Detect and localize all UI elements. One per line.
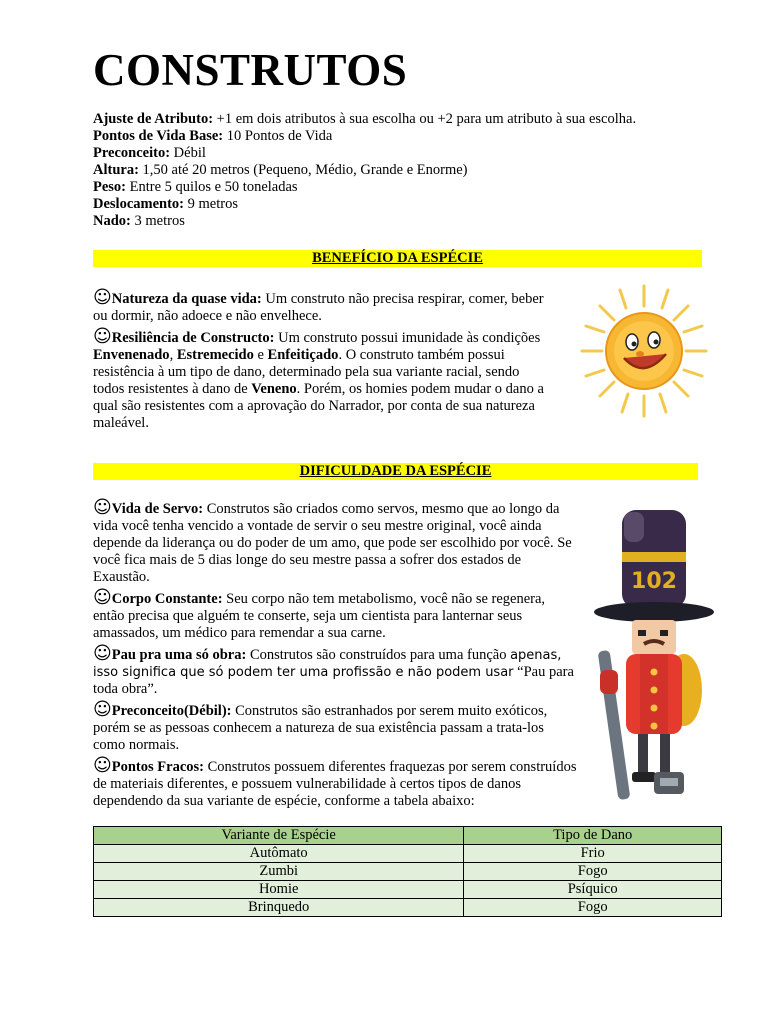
difficulty-item: ☺Vida de Servo: Construtos são criados como servos, mesmo que ao longo da vida você tenha vencido a vontade de servir o seu mestre original, você ainda depende da liderança ou do poder de um amo, que pode ser escolhido por você. Se você fica mais de 5 dias longe do seu mestre passa a sofrer dos estados de Exaustão.: [93, 497, 572, 585]
stat-line: Nado: 3 metros: [93, 213, 185, 229]
benefit-heading: BENEFÍCIO DA ESPÉCIE: [93, 250, 702, 267]
table-cell: Psíquico: [464, 881, 722, 899]
table-cell: Homie: [94, 881, 464, 899]
smiley-icon: ☺: [93, 587, 112, 608]
difficulty-item: ☺Corpo Constante: Seu corpo não tem metabolismo, você não se regenera, então precisa que alguém te conserte, seja um cientista para lanternar seus amassados, um médico para remendar a sua carne.: [93, 587, 546, 641]
benefit-item: ☺Natureza da quase vida: Um construto não precisa respirar, comer, beber ou dormir, não adoece e não envelhece.: [93, 287, 544, 324]
stat-line: Peso: Entre 5 quilos e 50 toneladas: [93, 179, 298, 195]
table-cell: Fogo: [464, 863, 722, 881]
difficulty-item: ☺Pontos Fracos: Construtos possuem diferentes fraquezas por serem construídos de materiais diferentes, e possuem vulnerabilidade à certos tipos de danos dependendo da sua variante de espécie, conforme a tabela abaixo:: [93, 755, 577, 809]
table-cell: Zumbi: [94, 863, 464, 881]
difficulty-item: ☺Preconceito(Débil): Construtos são estranhados por serem muito exóticos, porém se as pessoas conhecem a natureza de sua existência passam a trata-los como normais.: [93, 699, 548, 753]
benefit-item: ☺Resiliência de Constructo: Um construto possui imunidade às condições Envenenado, Estremecido e Enfeitiçado. O construto também possui resistência à um tipo de dano, determinado pela sua variante racial, sendo todos resistentes à dano de Veneno. Porém, os homies podem mudar o dano a qual são resistentes com a aprovação do Narrador, por conta de sua natureza maleável.: [93, 326, 544, 431]
difficulty-heading: DIFICULDADE DA ESPÉCIE: [93, 463, 698, 480]
smiley-icon: ☺: [93, 497, 112, 518]
table-row: [94, 845, 722, 863]
table-row: [94, 881, 722, 899]
table-row: [94, 899, 722, 917]
smiley-icon: ☺: [93, 643, 112, 664]
difficulty-paragraphs: [93, 499, 579, 813]
table-header-cell: Variante de Espécie: [94, 827, 464, 845]
table-row: [94, 863, 722, 881]
stat-line: Deslocamento: 9 metros: [93, 196, 238, 212]
table-cell: Brinquedo: [94, 899, 464, 917]
toy-soldier-illustration: [588, 500, 718, 810]
stat-line: Pontos de Vida Base: 10 Pontos de Vida: [93, 128, 333, 144]
table-cell: Fogo: [464, 899, 722, 917]
table-header-cell: Tipo de Dano: [464, 827, 722, 845]
table-header-row: [94, 827, 722, 845]
table-cell: Autômato: [94, 845, 464, 863]
stat-line: Ajuste de Atributo: +1 em dois atributos à sua escolha ou +2 para um atributo à sua escolha.: [93, 111, 637, 127]
benefit-paragraphs: [93, 289, 553, 435]
page-title: CONSTRUTOS: [93, 45, 408, 95]
smiley-icon: ☺: [93, 755, 112, 776]
damage-table: [93, 826, 722, 917]
stat-line: Altura: 1,50 até 20 metros (Pequeno, Médio, Grande e Enorme): [93, 162, 468, 178]
sun-illustration: [578, 282, 710, 420]
stat-line: Preconceito: Débil: [93, 145, 206, 161]
smiley-icon: ☺: [93, 699, 112, 720]
table-cell: Frio: [464, 845, 722, 863]
difficulty-item: ☺Pau pra uma só obra: Construtos são construídos para uma função apenas, isso significa que só podem ter uma profissão e não podem usar “Pau para toda obra”.: [93, 643, 574, 697]
hat-number: 102: [631, 569, 677, 594]
smiley-icon: ☺: [93, 287, 112, 308]
stats-block: [93, 111, 636, 230]
smiley-icon: ☺: [93, 326, 112, 347]
